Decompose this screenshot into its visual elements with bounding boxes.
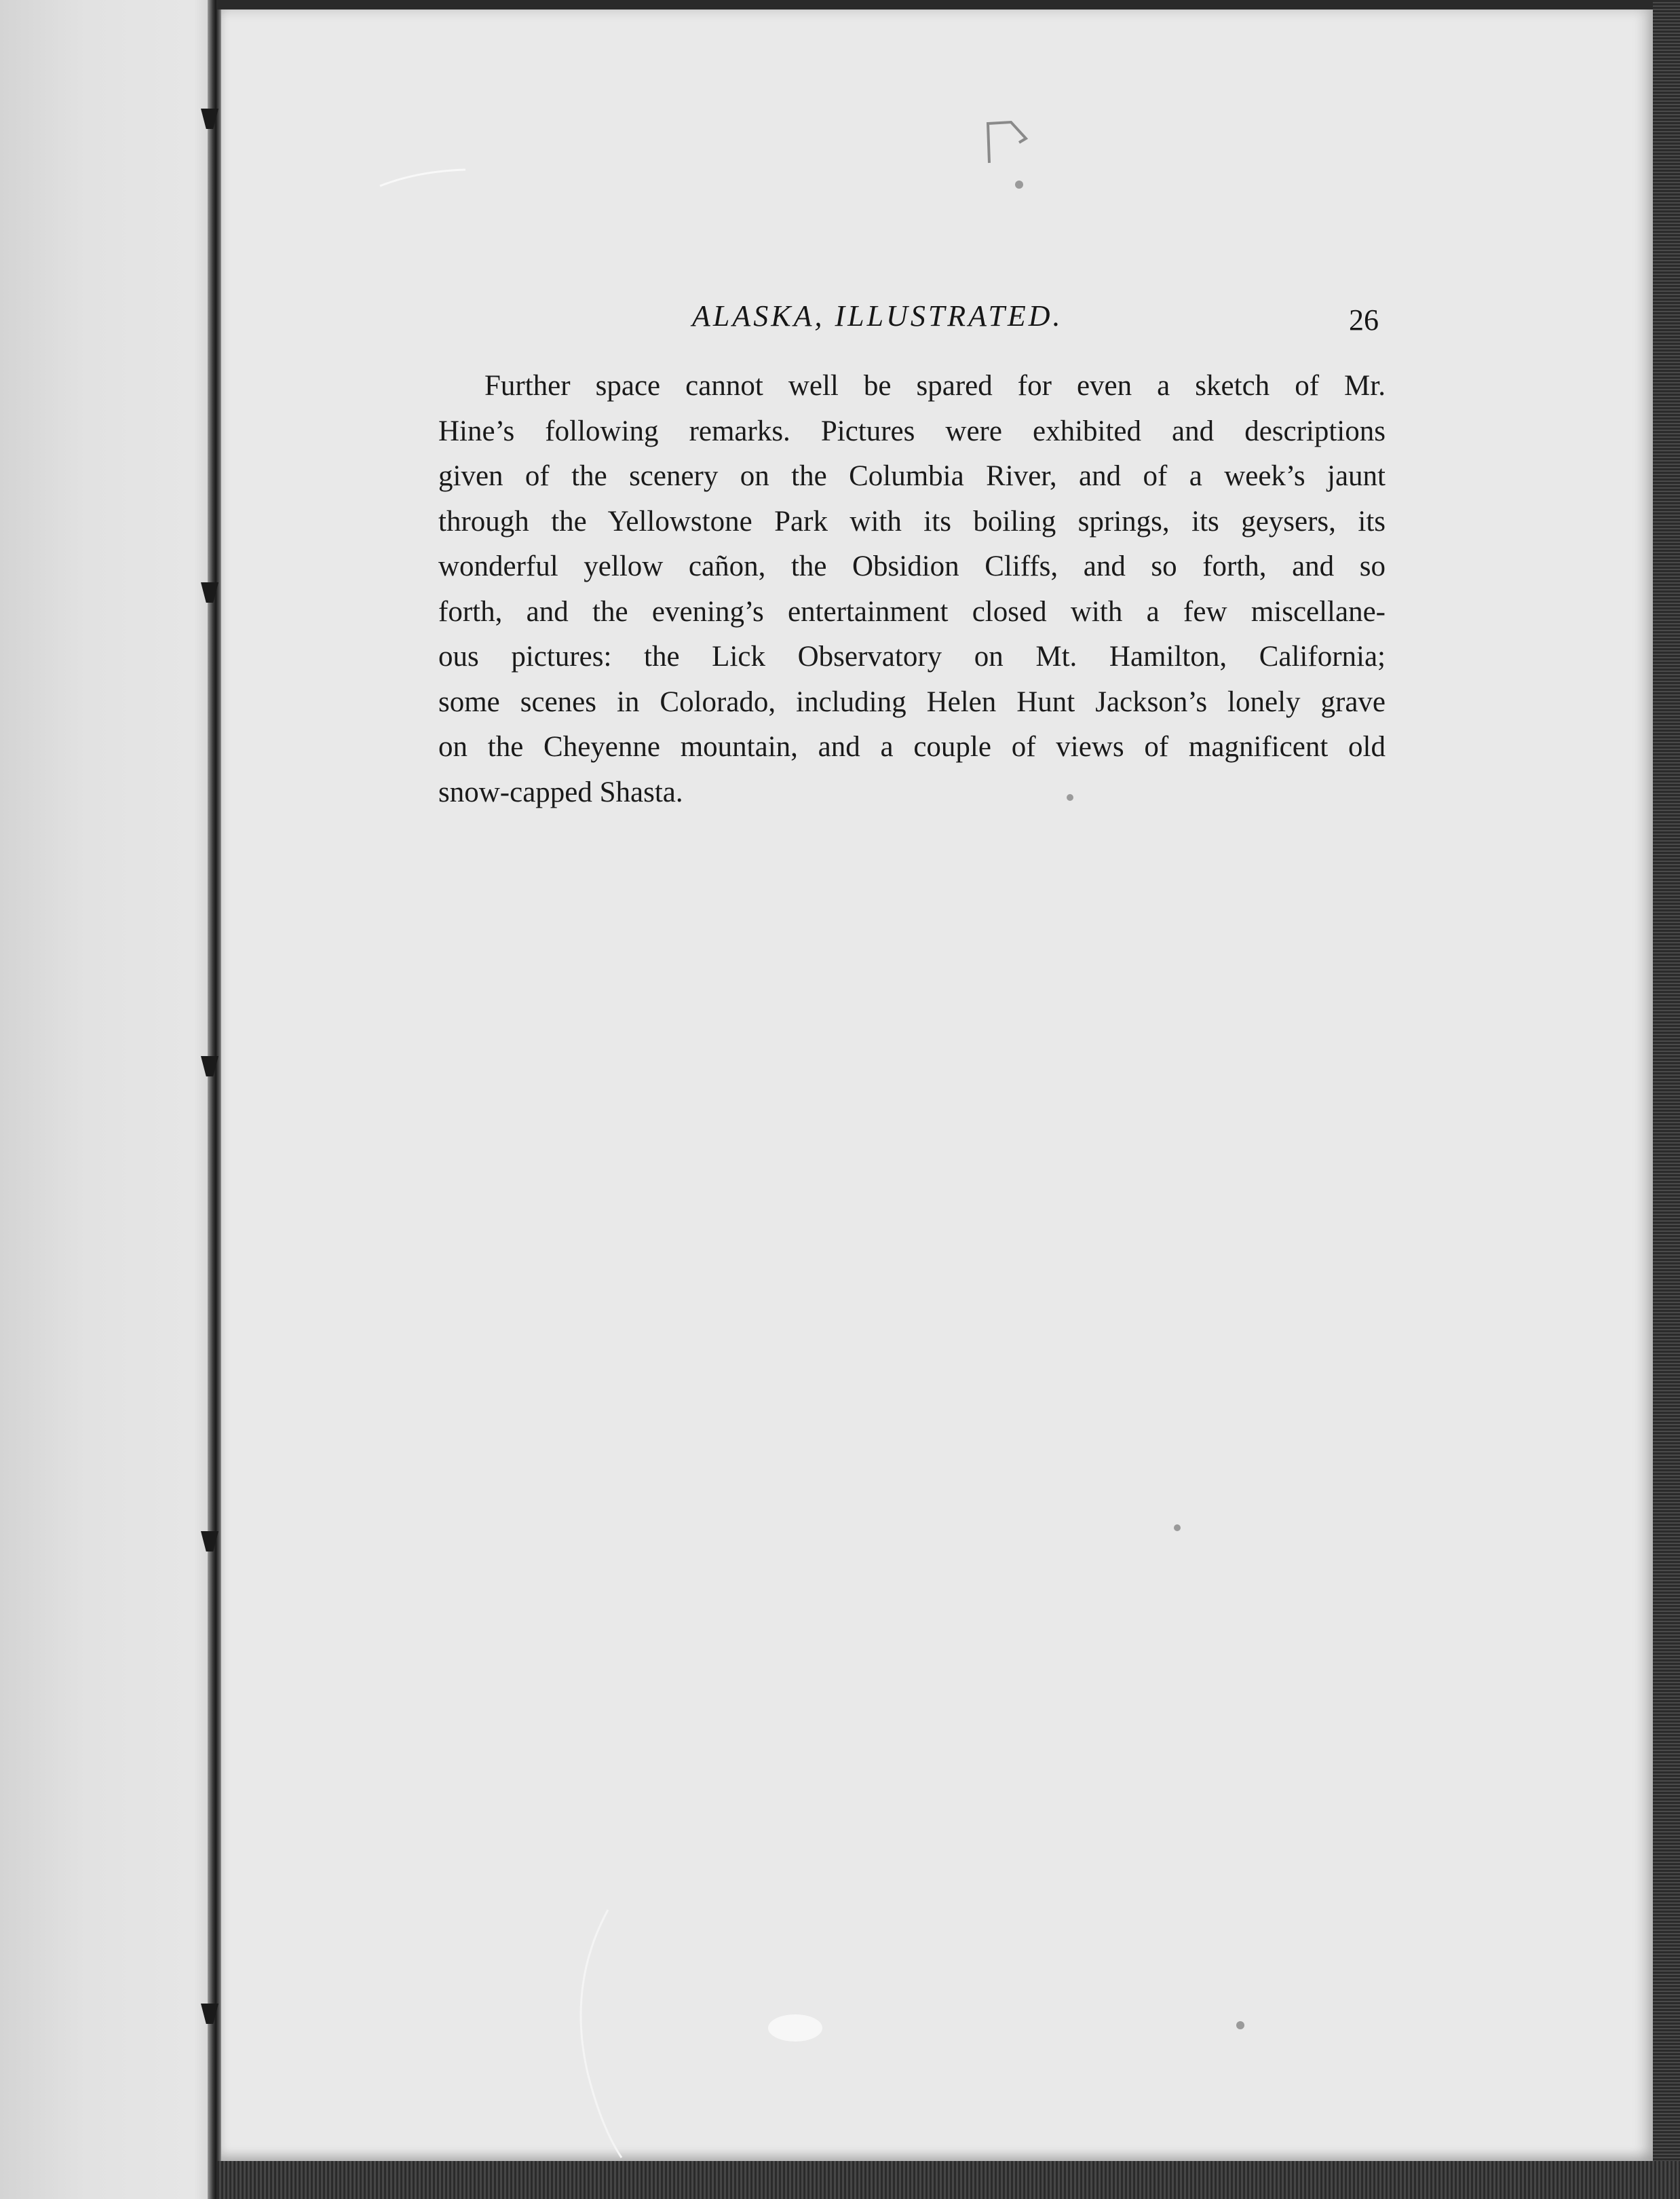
text-line: through the Yellowstone Park with its boiling springs, its geysers, its — [438, 505, 1386, 538]
text-line: forth, and the evening’s entertainment closed with a few miscellane- — [438, 595, 1386, 628]
text-line: wonderful yellow cañon, the Obsidion Cliffs, and so forth, and so — [438, 550, 1386, 582]
pencil-mark-icon — [984, 115, 1045, 170]
running-head: ALASKA, ILLUSTRATED. — [692, 299, 1063, 333]
paper-crease — [377, 166, 472, 193]
book-spine — [208, 0, 223, 2199]
ink-speck — [1015, 181, 1023, 189]
page-fore-edge — [1653, 0, 1680, 2199]
body-paragraph — [438, 364, 1386, 815]
ink-speck — [1236, 2021, 1244, 2029]
page-top-edge — [217, 0, 1680, 10]
previous-page-edge — [0, 0, 216, 2199]
paper-crease — [560, 1903, 737, 2161]
text-line: snow-capped Shasta. — [438, 776, 683, 808]
text-line: Hine’s following remarks. Pictures were exhibited and descriptions — [438, 415, 1386, 447]
text-line: given of the scenery on the Columbia River, and of a week’s jaunt — [438, 460, 1386, 492]
paper-blemish — [768, 2014, 822, 2042]
page-bottom-edge — [217, 2161, 1680, 2199]
page-number: 26 — [1349, 303, 1379, 337]
text-line: ous pictures: the Lick Observatory on Mt. Hamilton, California; — [438, 641, 1386, 673]
text-line: on the Cheyenne mountain, and a couple of views of magnificent old — [438, 731, 1386, 763]
ink-speck — [1174, 1524, 1181, 1531]
text-line: some scenes in Colorado, including Helen Hunt Jackson’s lonely grave — [438, 685, 1386, 718]
text-line: Further space cannot well be spared for even a sketch of Mr. — [484, 370, 1386, 402]
